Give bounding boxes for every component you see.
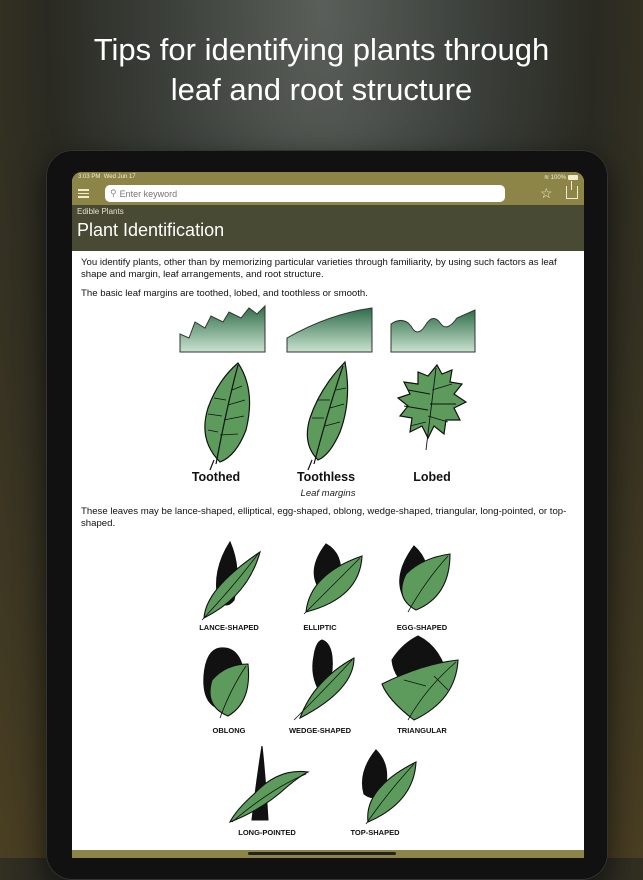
long-pointed-leaf <box>230 746 308 822</box>
leaf-shapes-drawings <box>182 540 482 830</box>
label-lobed: Lobed <box>413 470 451 484</box>
wedge-shaped-leaf <box>294 640 354 720</box>
triangular-leaf <box>382 636 458 720</box>
toothed-profile <box>180 306 265 352</box>
page-title: Plant Identification <box>77 220 225 240</box>
title-bar <box>72 205 584 251</box>
elliptic-leaf <box>304 544 362 614</box>
headline: Tips for identifying plants through leaf and root structure <box>93 32 550 107</box>
egg-shaped-leaf <box>400 546 450 612</box>
toothless-profile <box>287 308 372 352</box>
favorite-star-icon[interactable]: ☆ <box>540 185 553 201</box>
top-bar <box>72 172 584 205</box>
oblong-leaf <box>204 648 249 718</box>
label-toothless: Toothless <box>296 470 356 484</box>
leaf-margin-profiles <box>179 304 479 354</box>
toothless-leaf <box>307 362 347 470</box>
battery-icon <box>568 175 578 180</box>
share-icon[interactable] <box>566 186 578 199</box>
search-icon: ⚲ <box>110 188 117 198</box>
status-time: 3:03 PM Wed Jun 17 <box>78 174 136 180</box>
status-battery: ≋ 100% <box>544 174 578 181</box>
label-long-pointed: LONG-POINTED <box>238 828 296 837</box>
lobed-leaf <box>398 365 466 450</box>
label-elliptic: ELLIPTIC <box>303 623 337 632</box>
article-body <box>81 257 575 307</box>
breadcrumb[interactable]: Edible Plants <box>77 207 124 216</box>
top-shaped-leaf <box>363 750 417 824</box>
app-screen <box>72 172 584 858</box>
menu-icon[interactable] <box>78 189 89 198</box>
label-oblong: OBLONG <box>212 726 246 735</box>
intro-paragraph: You identify plants, other than by memorizing particular varieties through familiarity, by using such factors as leaf shape and margin, leaf arrangements, and root structure. <box>81 257 557 280</box>
label-triangular: TRIANGULAR <box>397 726 447 735</box>
shapes-paragraph: These leaves may be lance-shaped, elliptical, egg-shaped, oblong, wedge-shaped, triangular, long-pointed, or top-shaped. <box>81 506 567 529</box>
figure-caption: Leaf margins <box>300 488 356 499</box>
lance-shaped-leaf <box>202 542 260 620</box>
label-lance-shaped: LANCE-SHAPED <box>199 623 259 632</box>
label-egg-shaped: EGG-SHAPED <box>396 623 448 632</box>
home-indicator[interactable] <box>248 852 396 855</box>
search-input[interactable] <box>120 189 490 199</box>
toothed-leaf <box>205 363 250 470</box>
label-toothed: Toothed <box>191 470 241 484</box>
lobed-profile <box>391 310 475 352</box>
label-top-shaped: TOP-SHAPED <box>350 828 400 837</box>
margins-paragraph: The basic leaf margins are toothed, lobed, and toothless or smooth. <box>81 288 368 299</box>
label-wedge-shaped: WEDGE-SHAPED <box>288 726 352 735</box>
wifi-icon: ≋ <box>543 175 549 181</box>
search-box[interactable] <box>105 185 505 202</box>
leaf-margin-drawings <box>190 360 480 470</box>
